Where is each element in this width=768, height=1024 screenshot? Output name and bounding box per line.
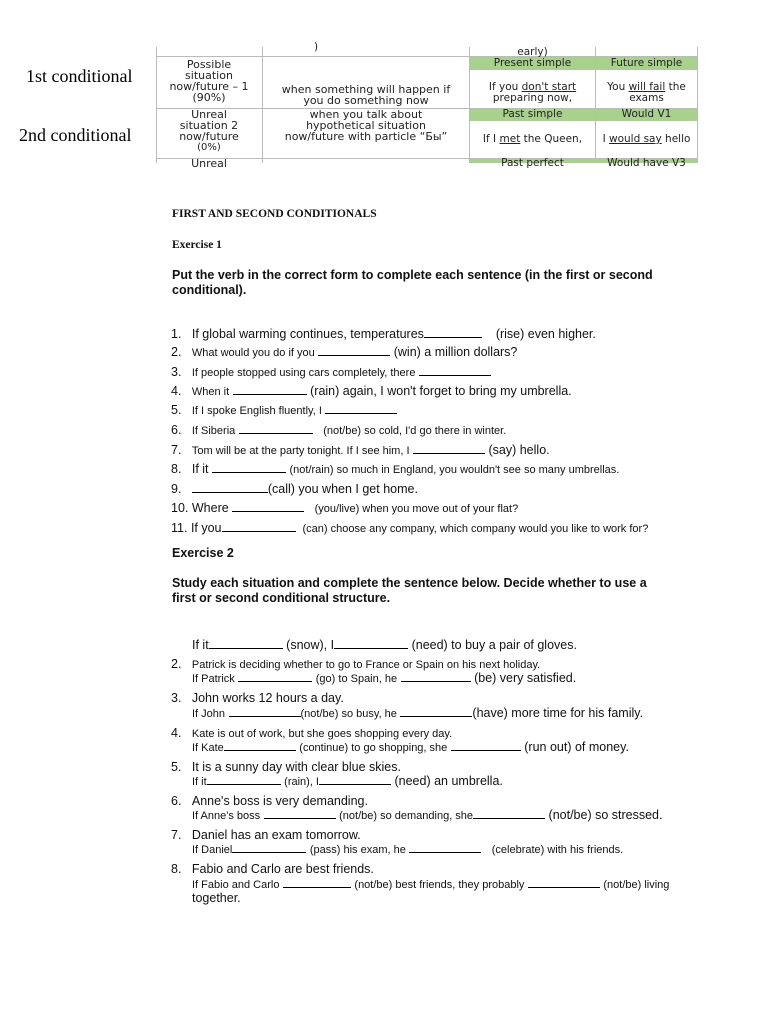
ex1-item-9: 9. (call) you when I get home. xyxy=(171,482,418,496)
ex2-item-6-sentence: If Anne's boss (not/be) so demanding, she (not/be) so stressed. xyxy=(192,808,663,822)
exercise-2-title: Exercise 2 xyxy=(172,546,234,560)
ex2-blank-7a[interactable] xyxy=(232,840,306,853)
ex1-blank-5[interactable] xyxy=(325,401,397,414)
row0-example-fragment: early) xyxy=(517,46,548,58)
ex2-item-4: 4. Kate is out of work, but she goes shopping every day. xyxy=(171,726,453,740)
ex2-item-8-continuation: together. xyxy=(192,891,241,905)
ex1-item-10: 10. Where (you/live) when you move out of your flat? xyxy=(171,501,519,515)
row3-if-header: Past perfect xyxy=(501,157,564,169)
ex1-blank-4[interactable] xyxy=(233,382,307,395)
row1-if-example: If you don't start preparing now, xyxy=(488,81,577,104)
ex1-item-7: 7. Tom will be at the party tonight. If I see him, I (say) hello. xyxy=(171,443,550,457)
exercise-2-instructions: Study each situation and complete the sentence below. Decide whether to use a first or second conditional structure. xyxy=(172,576,647,605)
ex1-blank-10[interactable] xyxy=(232,499,304,512)
ex2-item-3-sentence: If John (not/be) so busy, he (have) more time for his family. xyxy=(192,706,644,720)
ex2-blank-6b[interactable] xyxy=(473,806,545,819)
row1-if-header: Present simple xyxy=(493,57,572,69)
ex2-item-7-sentence: If Daniel (pass) his exam, he (celebrate) with his friends. xyxy=(192,840,623,856)
ex2-blank-3b[interactable] xyxy=(400,704,472,717)
ex2-item-4-sentence: If Kate (continue) to go shopping, she (run out) of money. xyxy=(192,740,629,754)
ex1-blank-6[interactable] xyxy=(239,421,313,434)
ex2-blank-4b[interactable] xyxy=(451,738,521,751)
ex2-blank-2a[interactable] xyxy=(238,669,312,682)
ex2-item-8: 8. Fabio and Carlo are best friends. xyxy=(171,862,374,876)
row1-main-example: You will fail the exams xyxy=(607,81,686,104)
row1-usage: when something will happen if you do something now xyxy=(281,83,451,107)
ex1-blank-9[interactable] xyxy=(192,480,268,493)
row3-type: Unreal xyxy=(191,157,227,170)
conditionals-table xyxy=(156,41,698,170)
ex2-blank-8b[interactable] xyxy=(528,875,600,888)
page-title: FIRST AND SECOND CONDITIONALS xyxy=(172,208,377,220)
ex2-item-5-sentence: If it (rain), I (need) an umbrella. xyxy=(192,774,503,788)
ex1-item-6: 6. If Siberia (not/be) so cold, I'd go there in winter. xyxy=(171,423,507,437)
ex1-blank-11[interactable] xyxy=(222,519,296,532)
ex2-blank-3a[interactable] xyxy=(229,704,301,717)
ex2-blank-7b[interactable] xyxy=(409,840,481,853)
ex1-item-4: 4. When it (rain) again, I won't forget to bring my umbrella. xyxy=(171,384,572,398)
row1-main-header: Future simple xyxy=(610,57,683,69)
ex2-blank-4a[interactable] xyxy=(224,738,296,751)
row2-main-example: I would say hello xyxy=(602,133,691,145)
ex1-blank-7[interactable] xyxy=(413,441,485,454)
ex2-blank-6a[interactable] xyxy=(264,806,336,819)
row2-if-header: Past simple xyxy=(502,108,563,120)
row2-if-example: If I met the Queen, xyxy=(482,133,583,145)
row2-main-header: Would V1 xyxy=(621,108,672,120)
ex2-blank-5b[interactable] xyxy=(319,772,391,785)
ex2-blank-5a[interactable] xyxy=(207,772,281,785)
ex2-blank-2b[interactable] xyxy=(401,669,471,682)
ex2-item-1: If it (snow), I (need) to buy a pair of gloves. xyxy=(192,638,577,652)
ex1-blank-1[interactable] xyxy=(424,325,482,338)
ex2-item-6: 6. Anne's boss is very demanding. xyxy=(171,794,368,808)
ex2-item-3: 3. John works 12 hours a day. xyxy=(171,691,344,705)
ex2-blank-8a[interactable] xyxy=(283,875,351,888)
row2-type: Unreal situation 2 now/future (0%) xyxy=(179,108,239,153)
ex1-item-3: 3. If people stopped using cars completely, there xyxy=(171,363,491,379)
row2-usage: when you talk about hypothetical situation now/future with particle “Бы” xyxy=(284,108,448,143)
ex1-item-1: 1. If global warming continues, temperatures (rise) even higher. xyxy=(171,327,596,341)
exercise-1-title: Exercise 1 xyxy=(172,239,222,251)
ex1-item-2: 2. What would you do if you (win) a million dollars? xyxy=(171,345,518,359)
ex2-item-8-sentence: If Fabio and Carlo (not/be) best friends, they probably (not/be) living xyxy=(192,875,669,891)
ex2-item-2-sentence: If Patrick (go) to Spain, he (be) very satisfied. xyxy=(192,671,577,685)
ex2-item-7: 7. Daniel has an exam tomorrow. xyxy=(171,828,361,842)
row0-usage-fragment: ) xyxy=(313,41,319,53)
ex1-item-11: 11. If you (can) choose any company, which company would you like to work for? xyxy=(171,521,649,535)
second-conditional-label: 2nd conditional xyxy=(19,125,132,145)
ex1-blank-8[interactable] xyxy=(212,460,286,473)
ex1-blank-3[interactable] xyxy=(419,363,491,376)
ex2-item-5: 5. It is a sunny day with clear blue skies. xyxy=(171,760,401,774)
ex2-blank-1b[interactable] xyxy=(334,636,408,649)
ex2-item-2: 2. Patrick is deciding whether to go to France or Spain on his next holiday. xyxy=(171,657,541,671)
first-conditional-label: 1st conditional xyxy=(26,66,133,86)
row1-type: Possible situation now/future – 1 (90%) xyxy=(169,58,249,104)
ex1-item-5: 5. If I spoke English fluently, I xyxy=(171,401,397,417)
ex1-item-8: 8. If it (not/rain) so much in England, you wouldn't see so many umbrellas. xyxy=(171,462,620,476)
ex1-blank-2[interactable] xyxy=(318,343,390,356)
row3-main-header: Would have V3 xyxy=(607,157,686,169)
ex2-blank-1a[interactable] xyxy=(209,636,283,649)
exercise-1-instructions: Put the verb in the correct form to complete each sentence (in the first or second conditional). xyxy=(172,268,653,297)
